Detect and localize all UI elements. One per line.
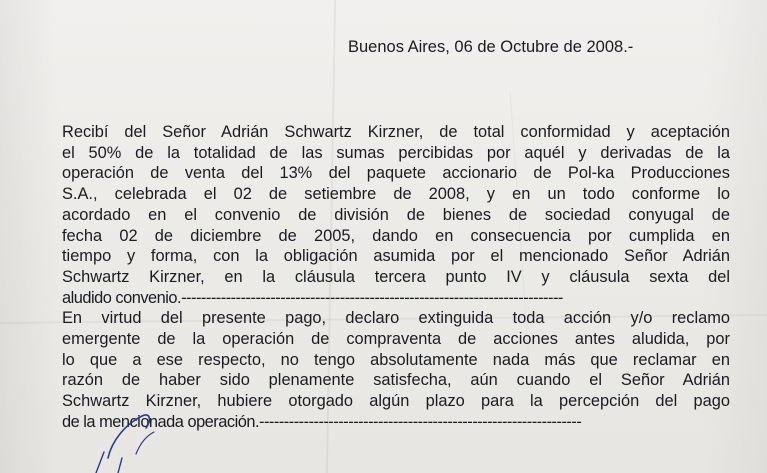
- body-line: emergente de la operación de compraventa de acciones antes aludida, por: [62, 330, 730, 349]
- body-line: aludido convenio.-----------------------------------------------------------------------------: [62, 288, 563, 307]
- body-line: En virtud del presente pago, declaro extinguida toda acción y/o reclamo: [62, 309, 730, 328]
- body-line: S.A., celebrada el 02 de setiembre de 2008, y en un todo conforme lo: [62, 185, 730, 204]
- date-line: Buenos Aires, 06 de Octubre de 2008.-: [348, 38, 634, 56]
- body-line: fecha 02 de diciembre de 2005, dando en consecuencia por cumplida en: [62, 226, 730, 245]
- body-line: Schwartz Kirzner, hubiere otorgado algún plazo para la percepción del pago: [62, 392, 730, 411]
- body-line: Schwartz Kirzner, en la cláusula tercera punto IV y cláusula sexta del: [62, 267, 730, 286]
- body-line: operación de venta del 13% del paquete accionario de Pol-ka Producciones: [62, 164, 730, 183]
- body-line: acordado en el convenio de división de bienes de sociedad conyugal de: [62, 205, 730, 224]
- body-line: razón de haber sido plenamente satisfecha, aún cuando el Señor Adrián: [62, 371, 730, 390]
- body-line: tiempo y forma, con la obligación asumida por el mencionado Señor Adrián: [62, 247, 730, 266]
- body-line: Recibí del Señor Adrián Schwartz Kirzner, de total conformidad y aceptación: [62, 123, 730, 141]
- body-line: el 50% de la totalidad de las sumas percibidas por aquél y derivadas de la: [62, 143, 730, 162]
- body-line: de la mencionada operación.-----------------------------------------------------------------: [62, 412, 582, 431]
- body-line: lo que a ese respecto, no tengo absolutamente nada más que reclamar en: [62, 350, 730, 369]
- receipt-body: [62, 122, 730, 433]
